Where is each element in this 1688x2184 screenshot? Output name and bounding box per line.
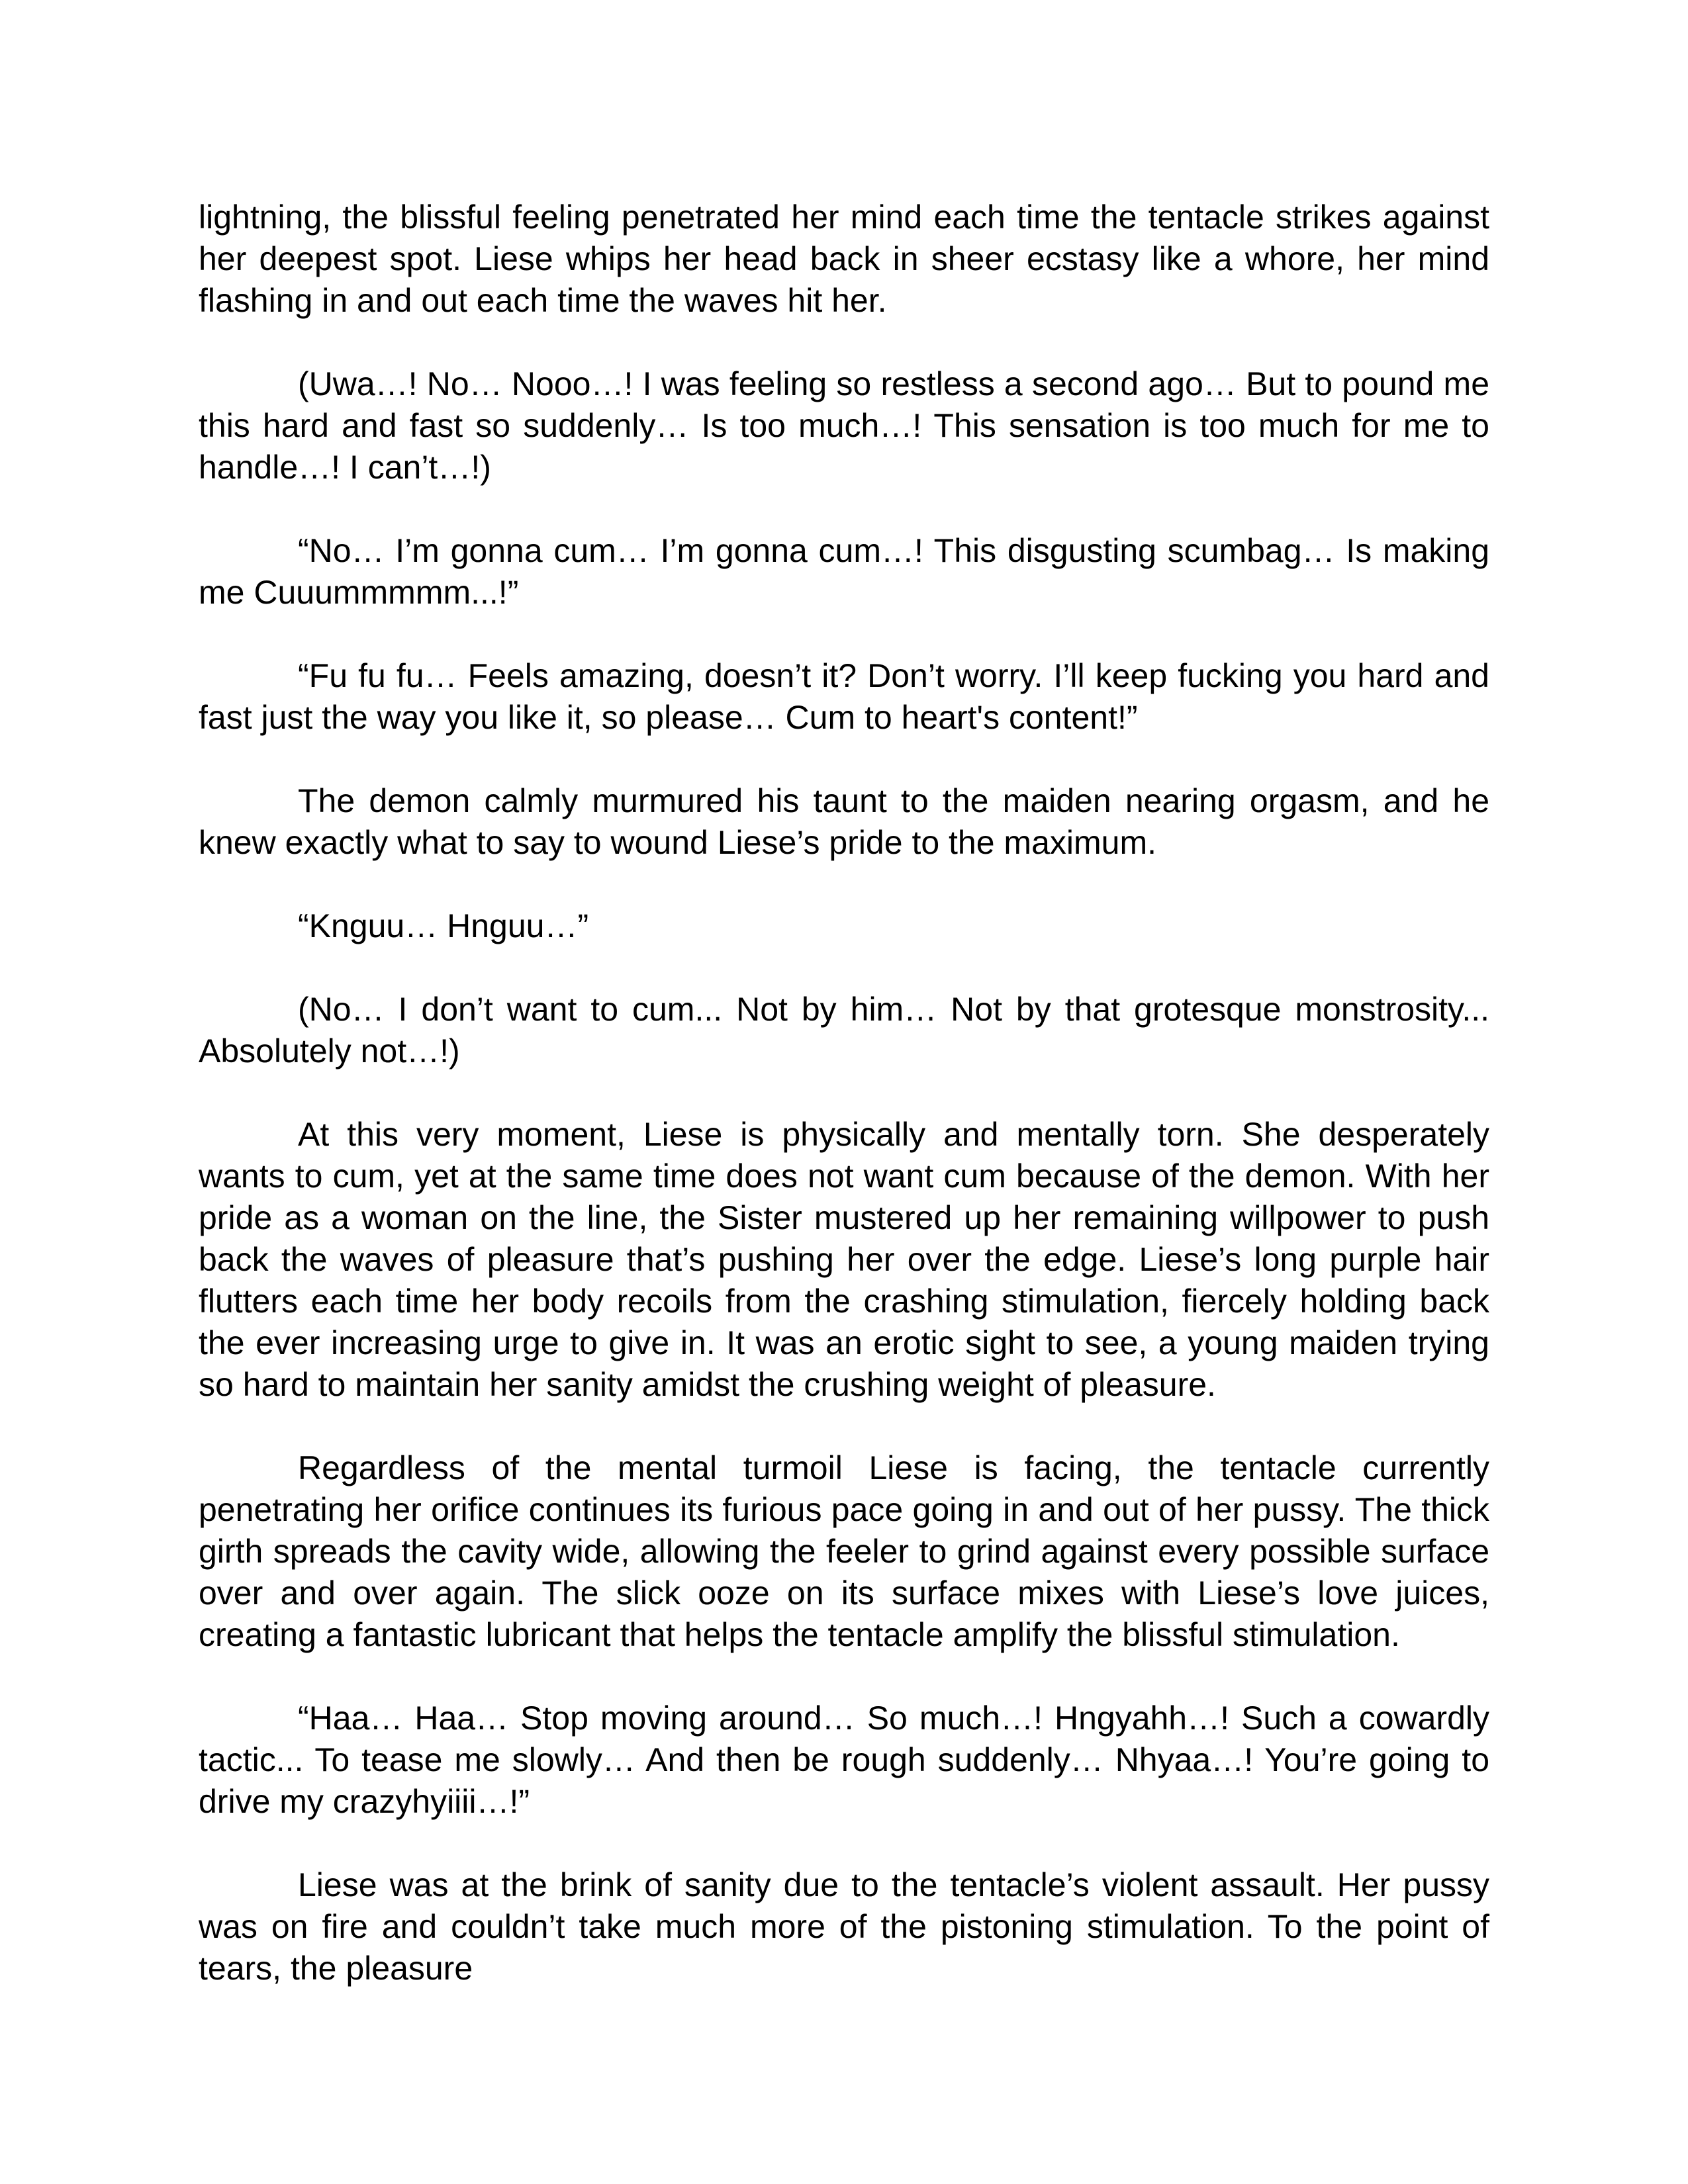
paragraph: The demon calmly murmured his taunt to the maiden nearing orgasm, and he knew exactly what to say to wound Liese’s pride to the maximum. [199, 782, 1489, 861]
paragraph: “No… I’m gonna cum… I’m gonna cum…! This disgusting scumbag… Is making me Cuuummmmm...!” [199, 532, 1489, 611]
paragraph: (Uwa…! No… Nooo…! I was feeling so restless a second ago… But to pound me this hard and fast so suddenly… Is too much…! This sensation is too much for me to handle…! I can’t…!) [199, 365, 1489, 486]
paragraph: “Knguu… Hnguu…” [298, 907, 589, 944]
paragraph: Liese was at the brink of sanity due to the tentacle’s violent assault. Her pussy was on fire and couldn’t take much more of the pistoning stimulation. To the point of tears, the pleasure [199, 1866, 1489, 1987]
paragraph: “Fu fu fu… Feels amazing, doesn’t it? Don’t worry. I’ll keep fucking you hard and fast just the way you like it, so please… Cum to heart's content!” [199, 657, 1489, 736]
paragraph: (No… I don’t want to cum... Not by him… Not by that grotesque monstrosity... Absolutely not…!) [199, 991, 1489, 1069]
paragraph: “Haa… Haa… Stop moving around… So much…! Hngyahh…! Such a cowardly tactic... To tease me slowly… And then be rough suddenly… Nhyaa…! You’re going to drive my crazyhyiiii…!” [199, 1700, 1489, 1820]
paragraph: Regardless of the mental turmoil Liese is facing, the tentacle currently penetrating her orifice continues its furious pace going in and out of her pussy. The thick girth spreads the cavity wide, allowing the feeler to grind against every possible surface over and over again. The slick ooze on its surface mixes with Liese’s love juices, creating a fantastic lubricant that helps the tentacle amplify the blissful stimulation. [199, 1449, 1489, 1653]
paragraph: lightning, the blissful feeling penetrated her mind each time the tentacle strikes against her deepest spot. Liese whips her head back in sheer ecstasy like a whore, her mind flashing in and out each time the waves hit her. [199, 199, 1489, 319]
paragraph: At this very moment, Liese is physically and mentally torn. She desperately wants to cum, yet at the same time does not want cum because of the demon. With her pride as a woman on the line, the Sister mustered up her remaining willpower to push back the waves of pleasure that’s pushing her over the edge. Liese’s long purple hair flutters each time her body recoils from the crashing stimulation, fiercely holding back the ever increasing urge to give in. It was an erotic sight to see, a young maiden trying so hard to maintain her sanity amidst the crushing weight of pleasure. [199, 1116, 1489, 1403]
